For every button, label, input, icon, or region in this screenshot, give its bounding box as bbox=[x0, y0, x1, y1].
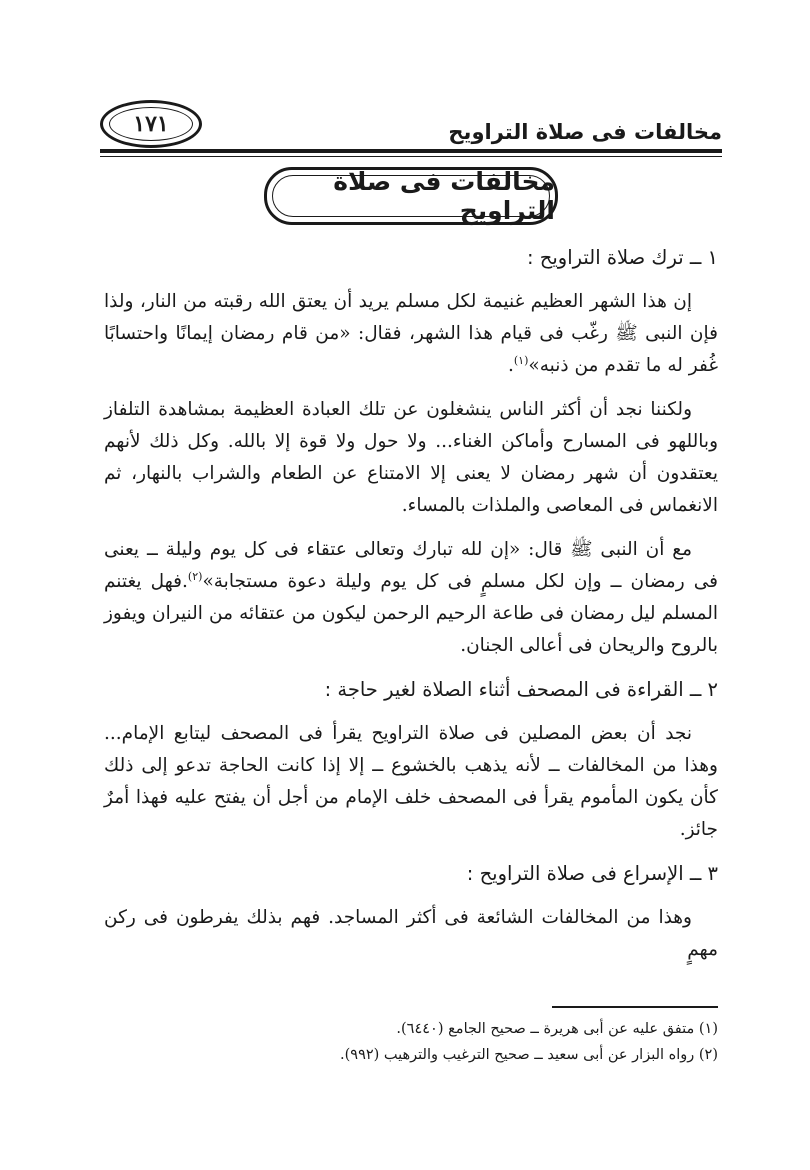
paragraph: نجد أن بعض المصلين فى صلاة التراويح يقرأ فى المصحف ليتابع الإمام... وهذا من المخالفات ــ لأنه يذهب بالخشوع ــ إلا إذا كانت الحاجة تدعو إلى ذلك كأن يكون المأموم يقرأ فى المصحف خلف الإمام من أجل أن يفتح عليه فهذا أمرٌ جائز. bbox=[104, 723, 718, 840]
footnote-1: (١) متفق عليه عن أبى هريرة ــ صحيح الجامع (٦٤٤٠). bbox=[396, 1021, 718, 1037]
footnote-ref-2: (٢) bbox=[187, 569, 203, 583]
running-title: مخالفات فى صلاة التراويح bbox=[448, 120, 722, 144]
paragraph: ولكننا نجد أن أكثر الناس ينشغلون عن تلك العبادة العظيمة بمشاهدة التلفاز وباللهو فى المسارح وأماكن الغناء... ولا حول ولا قوة إلا بالله. وكل ذلك لأنهم يعتقدون أن شهر رمضان لا يعنى إلا الامتناع عن الطعام والشراب بالنهار، ثم الانغماس فى المعاصى والملذات بالمساء. bbox=[104, 399, 718, 516]
footnote-2: (٢) رواه البزار عن أبى سعيد ــ صحيح الترغيب والترهيب (٩٩٢). bbox=[340, 1047, 718, 1063]
running-header bbox=[100, 100, 722, 150]
section-heading-1: ١ ــ ترك صلاة التراويح : bbox=[527, 246, 718, 269]
paragraph: مع أن النبى ﷺ قال: «إن لله تبارك وتعالى عتقاء فى كل يوم وليلة ــ يعنى فى رمضان ــ وإن لكل مسلمٍ فى كل يوم وليلة دعوة مستجابة»$^{(٢)}$.فهل يغتنم المسلم ليل رمضان فى طاعة الرحيم الرحمن ليكون من عتقائه من النيران ويفوز بالروح والريحان فى أعالى الجنان. bbox=[104, 539, 718, 656]
paragraph: إن هذا الشهر العظيم غنيمة لكل مسلم يريد أن يعتق الله رقبته من النار، ولذا فإن النبى ﷺ رغّب فى قيام هذا الشهر، فقال: «من قام رمضان إيمانًا واحتسابًا غُفر له ما تقدم من ذنبه»$^{(١)}$. bbox=[104, 291, 718, 376]
chapter-title: مخالفات فى صلاة التراويح bbox=[333, 167, 555, 225]
paragraph: وهذا من المخالفات الشائعة فى أكثر المساجد. فهم بذلك يفرطون فى ركن مهمٍ bbox=[104, 907, 718, 960]
chapter-title-frame bbox=[264, 167, 558, 225]
footnote-ref-1: (١) bbox=[513, 353, 529, 367]
footnotes bbox=[104, 1016, 718, 1068]
header-rule-thin bbox=[100, 156, 722, 157]
page-number: ١٧١ bbox=[100, 100, 202, 148]
header-rule-thick bbox=[100, 149, 722, 153]
body-text bbox=[104, 236, 718, 978]
footnote-rule bbox=[552, 1006, 718, 1008]
section-heading-2: ٢ ــ القراءة فى المصحف أثناء الصلاة لغير حاجة : bbox=[324, 678, 718, 701]
section-heading-3: ٣ ــ الإسراع فى صلاة التراويح : bbox=[466, 862, 718, 885]
